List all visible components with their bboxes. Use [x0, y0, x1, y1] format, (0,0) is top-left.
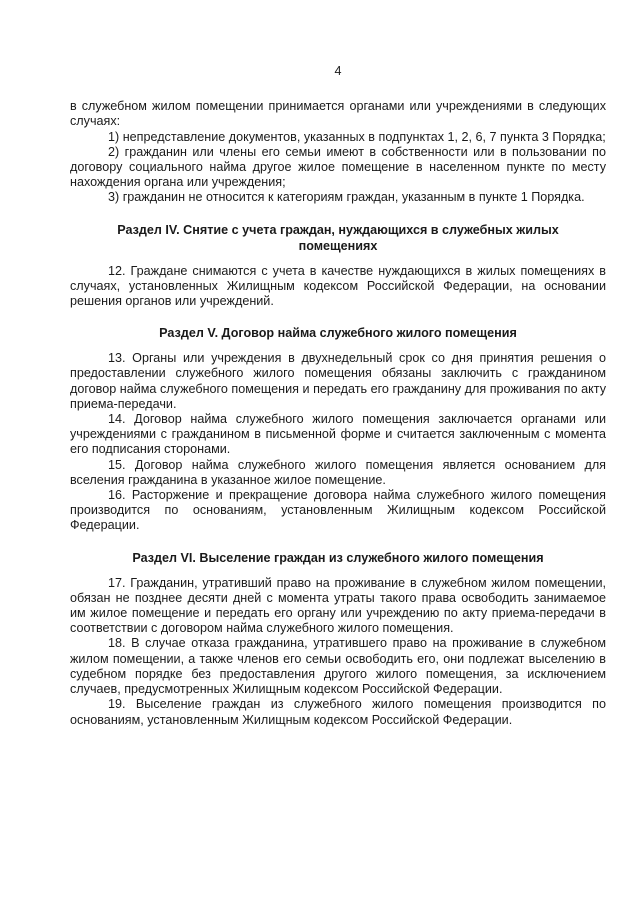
intro-item-1: 1) непредставление документов, указанных в подпунктах 1, 2, 6, 7 пункта 3 Порядка; — [108, 129, 606, 144]
page-number: 4 — [334, 64, 342, 78]
section-5-paragraph-15: 15. Договор найма служебного жилого помещения является основанием для вселения гражданина в указанное жилое помещение. — [70, 457, 606, 487]
section-6-title: Раздел VI. Выселение граждан из служебного жилого помещения — [132, 550, 544, 565]
section-5-title: Раздел V. Договор найма служебного жилого помещения — [159, 326, 517, 341]
section-5-paragraph-14: 14. Договор найма служебного жилого помещения заключается органами или учреждениями с гражданином в письменной форме и считается заключенным с момента его подписания сторонами. — [70, 412, 606, 457]
intro-item-3: 3) гражданин не относится к категориям граждан, указанным в пункте 1 Порядка. — [108, 190, 585, 205]
section-6-paragraph-19: 19. Выселение граждан из служебного жилого помещения производится по основаниям, установленным Жилищным кодексом Российской Федерации. — [70, 697, 606, 727]
intro-item-2: 2) гражданин или члены его семьи имеют в собственности или в пользовании по договору социального найма другое жилое помещение в населенном пункте по месту нахождения органа или учреждения; — [70, 144, 606, 190]
document-page — [70, 64, 606, 728]
section-5-paragraph-13: 13. Органы или учреждения в двухнедельный срок со дня принятия решения о предоставлении служебного жилого помещения обязаны заключить с гражданином договор найма служебного помещения и передать его гражданину для проживания по акту приема-передачи. — [70, 351, 606, 411]
intro-paragraph: в служебном жилом помещении принимается органами или учреждениями в следующих случаях: — [70, 99, 606, 129]
section-6-paragraph-17: 17. Гражданин, утративший право на проживание в служебном жилом помещении, обязан не позднее десяти дней с момента утраты такого права освободить занимаемое им жилое помещение и передать его органу или учреждению по акту приема-передачи в соответствии с договором найма служебного жилого помещения. — [70, 575, 606, 636]
section-4-paragraph-12: 12. Граждане снимаются с учета в качестве нуждающихся в жилых помещениях в случаях, установленных Жилищным кодексом Российской Федерации, на основании решения органов или учреждений. — [70, 263, 606, 309]
section-5-paragraph-16: 16. Расторжение и прекращение договора найма служебного жилого помещения производится по основаниям, установленным Жилищным кодексом Российской Федерации. — [70, 488, 606, 533]
section-4-title: Раздел IV. Снятие с учета граждан, нуждающихся в служебных жилых помещениях — [117, 222, 559, 253]
section-6-paragraph-18: 18. В случае отказа гражданина, утратившего право на проживание в служебном жилом помещении, а также членов его семьи освободить его, они подлежат выселению в судебном порядке без предоставления другого жилого помещения, за исключением случаев, предусмотренных Жилищным кодексом Российской Федерации. — [70, 636, 606, 697]
